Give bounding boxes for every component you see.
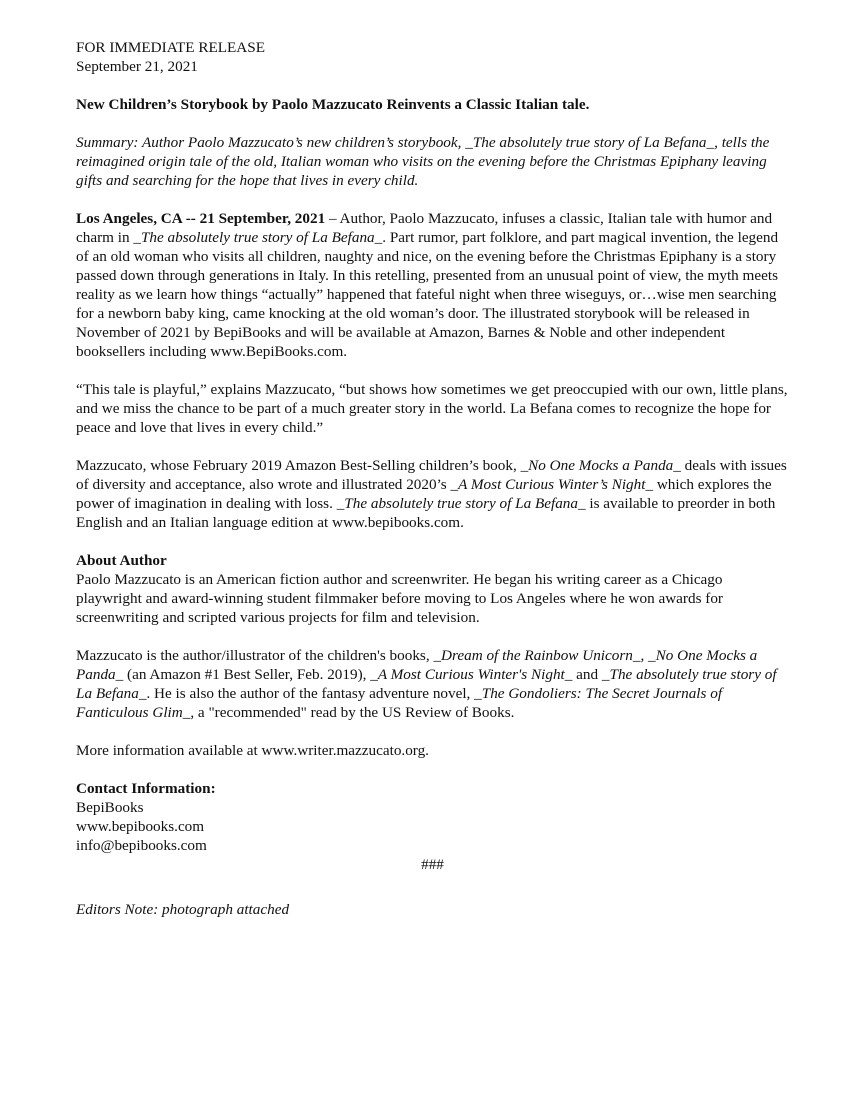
body-text: is available to preorder in both English and an Italian language edition at www.bepibooks.com. — [76, 495, 776, 531]
body-text: . Part rumor, part folklore, and part magical invention, the legend of an old woman who visits all children, naughty and nice, on the evening before the Christmas Epiphany is a story passed down through generations in Italy. In this retelling, presented from an unusual point of view, the myth meets reality as we learn how things “actually” happened that fateful night when three wiseguys, or…wise men searching for a newborn baby king, came knocking at the old woman’s door. The illustrated storybook will be released in November of 2021 by BepiBooks and will be available at Amazon, Barnes & Noble and other independent booksellers including www.BepiBooks.com. — [76, 229, 779, 360]
body-text: and — [572, 666, 602, 683]
more-info: More information available at www.writer.mazzucato.org. — [76, 742, 429, 759]
body-text: – Author, Paolo Mazzucato, infuses a classic, Italian tale with humor and charm in — [76, 210, 773, 246]
body-paragraph-3 — [76, 456, 789, 532]
body-text: , a "recommended" read by the US Review of Books. — [190, 704, 515, 721]
release-label: FOR IMMEDIATE RELEASE — [76, 39, 265, 56]
body-text: . He is also the author of the fantasy adventure novel, — [146, 685, 475, 702]
book-title: _No One Mocks a Panda_ — [76, 647, 758, 683]
book-title: _The absolutely true story of La Befana_ — [336, 495, 586, 512]
quote-paragraph: “This tale is playful,” explains Mazzucato, “but shows how sometimes we get preoccupied with our own, little plans, and we miss the chance to be part of a much greater story in the world. La Befana comes to recognize the hope for peace and love that lives in every child.” — [76, 381, 788, 436]
body-text: deals with issues of diversity and acceptance, also wrote and illustrated 2020’s — [76, 457, 787, 493]
book-title: _A Most Curious Winter's Night_ — [370, 666, 573, 683]
headline: New Children’s Storybook by Paolo Mazzucato Reinvents a Classic Italian tale. — [76, 96, 590, 113]
dateline: Los Angeles, CA -- 21 September, 2021 — [76, 210, 326, 227]
body-text: , — [640, 647, 649, 664]
body-text: (an Amazon #1 Best Seller, Feb. 2019), — [123, 666, 371, 683]
release-date: September 21, 2021 — [76, 58, 198, 75]
contact-website: www.bepibooks.com — [76, 818, 205, 835]
contact-heading: Contact Information: — [76, 780, 216, 797]
contact-email: info@bepibooks.com — [76, 837, 207, 854]
book-title: _The absolutely true story of La Befana_ — [133, 229, 383, 246]
about-text: Paolo Mazzucato is an American fiction author and screenwriter. He began his writing career as a Chicago playwright and award-winning student filmmaker before moving to Los Angeles where he won awards for screenwriting and scripted various projects for film and television. — [76, 571, 723, 626]
book-title: _The Gondoliers: The Secret Journals of Fanticulous Glim_ — [76, 685, 723, 721]
body-paragraph-1 — [76, 209, 789, 361]
editors-note: Editors Note: photograph attached — [76, 901, 290, 918]
body-text: Mazzucato is the author/illustrator of the children's books, — [76, 647, 434, 664]
summary: Summary: Author Paolo Mazzucato’s new children’s storybook, _The absolutely true story of La Befana_, tells the reimagined origin tale of the old, Italian woman who visits on the evening before the Christmas Epiphany leaving gifts and searching for the hope that lives in every child. — [76, 134, 770, 189]
body-text: Mazzucato, whose February 2019 Amazon Best-Selling children’s book, — [76, 457, 521, 474]
body-text: which explores the power of imagination in dealing with loss. — [76, 476, 772, 512]
body-paragraph-5 — [76, 646, 789, 722]
book-title: _No One Mocks a Panda_ — [520, 457, 681, 474]
end-mark: ### — [421, 856, 444, 873]
book-title: _A Most Curious Winter’s Night_ — [450, 476, 654, 493]
book-title: _Dream of the Rainbow Unicorn_ — [433, 647, 641, 664]
contact-name: BepiBooks — [76, 799, 144, 816]
book-title: _The absolutely true story of La Befana_ — [76, 666, 777, 702]
about-heading: About Author — [76, 552, 167, 569]
